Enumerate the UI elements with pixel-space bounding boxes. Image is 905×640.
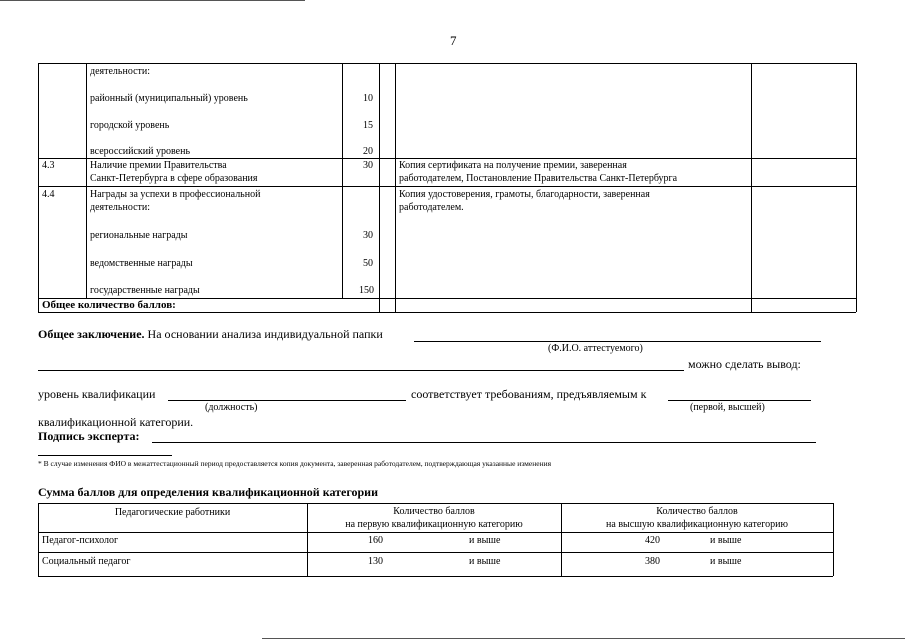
category-text: квалификационной категории. [38, 415, 194, 429]
row-social-role: Социальный педагог [42, 556, 131, 567]
qualification-level-label: уровень квалификации [38, 387, 156, 401]
fio-caption: (Ф.И.О. аттестуемого) [548, 343, 643, 354]
level-city-points: 15 [363, 120, 373, 131]
page-number: 7 [450, 33, 457, 48]
signature-field-line[interactable] [152, 442, 816, 443]
footnote-separator [38, 455, 172, 456]
header-teachers: Педагогические работники [114, 507, 231, 518]
position-caption: (должность) [205, 402, 258, 413]
award-regional-label: региональные награды [90, 230, 188, 241]
level-federal-points: 20 [363, 146, 373, 157]
scan-edge-line-bottom [262, 638, 905, 639]
row-psychologist-role: Педагог-психолог [42, 535, 119, 546]
row-social-highest: 380 [645, 556, 660, 567]
award-state-label: государственные награды [90, 285, 200, 296]
row-4-3-number: 4.3 [42, 160, 55, 171]
scores-heading: Сумма баллов для определения квалификационной категории [38, 485, 379, 499]
position-field-line[interactable] [168, 400, 406, 401]
award-departmental-points: 50 [363, 258, 373, 269]
level-federal-label: всероссийский уровень [90, 146, 191, 157]
conclusion-text1: На основании анализа индивидуальной папки [147, 327, 383, 341]
header-highest-line2: на высшую квалификационную категорию [606, 519, 788, 530]
level-district-points: 10 [363, 93, 373, 104]
signature-label: Подпись эксперта: [38, 429, 140, 443]
fio-field-line[interactable] [414, 341, 821, 342]
row-psychologist-first-suffix: и выше [469, 535, 501, 546]
award-departmental-label: ведомственные награды [90, 258, 193, 269]
level-district-label: районный (муниципальный) уровень [90, 93, 248, 104]
continuation-label: деятельности: [90, 66, 151, 77]
row-4-3-text-line1: Наличие премии Правительства [90, 160, 227, 171]
category-caption: (первой, высшей) [690, 402, 765, 413]
header-first-line2: на первую квалификационную категорию [345, 519, 523, 530]
fio-continuation-line[interactable] [38, 370, 684, 371]
category-field-line[interactable] [668, 400, 811, 401]
row-social-highest-suffix: и выше [710, 556, 742, 567]
footnote-text: * В случае изменения ФИО в межаттестационный период предоставляется копия документа, заверенная работодателем, подтверждающая указанные изменения [38, 459, 552, 468]
row-4-4-text-line2: деятельности: [90, 202, 151, 213]
header-highest-line1: Количество баллов [656, 506, 738, 517]
row-social-first: 130 [368, 556, 383, 567]
row-social-first-suffix: и выше [469, 556, 501, 567]
row-psychologist-highest-suffix: и выше [710, 535, 742, 546]
row-4-3-docs-line2: работодателем, Постановление Правительства Санкт-Петербурга [399, 173, 678, 184]
award-state-points: 150 [359, 285, 374, 296]
conclusion-text2: можно сделать вывод: [688, 357, 801, 371]
row-4-4-text-line1: Награды за успехи в профессиональной [90, 189, 261, 200]
level-city-label: городской уровень [90, 120, 170, 131]
row-psychologist-highest: 420 [645, 535, 660, 546]
row-4-3-text-line2: Санкт-Петербурга в сфере образования [90, 173, 258, 184]
row-4-4-docs-line2: работодателем. [399, 202, 464, 213]
conclusion-heading: Общее заключение. [38, 327, 145, 341]
award-regional-points: 30 [363, 230, 373, 241]
row-4-4-docs-line1: Копия удостоверения, грамоты, благодарности, заверенная [399, 189, 650, 200]
row-4-4-number: 4.4 [42, 189, 55, 200]
scan-edge-line-top [0, 0, 305, 1]
conclusion-line1 [38, 327, 383, 341]
total-points-label: Общее количество баллов: [42, 299, 176, 311]
matches-text: соответствует требованиям, предъявляемым к [411, 387, 647, 401]
row-4-3-points: 30 [363, 160, 373, 171]
header-first-line1: Количество баллов [393, 506, 475, 517]
row-psychologist-first: 160 [368, 535, 383, 546]
row-4-3-docs-line1: Копия сертификата на получение премии, заверенная [399, 160, 627, 171]
